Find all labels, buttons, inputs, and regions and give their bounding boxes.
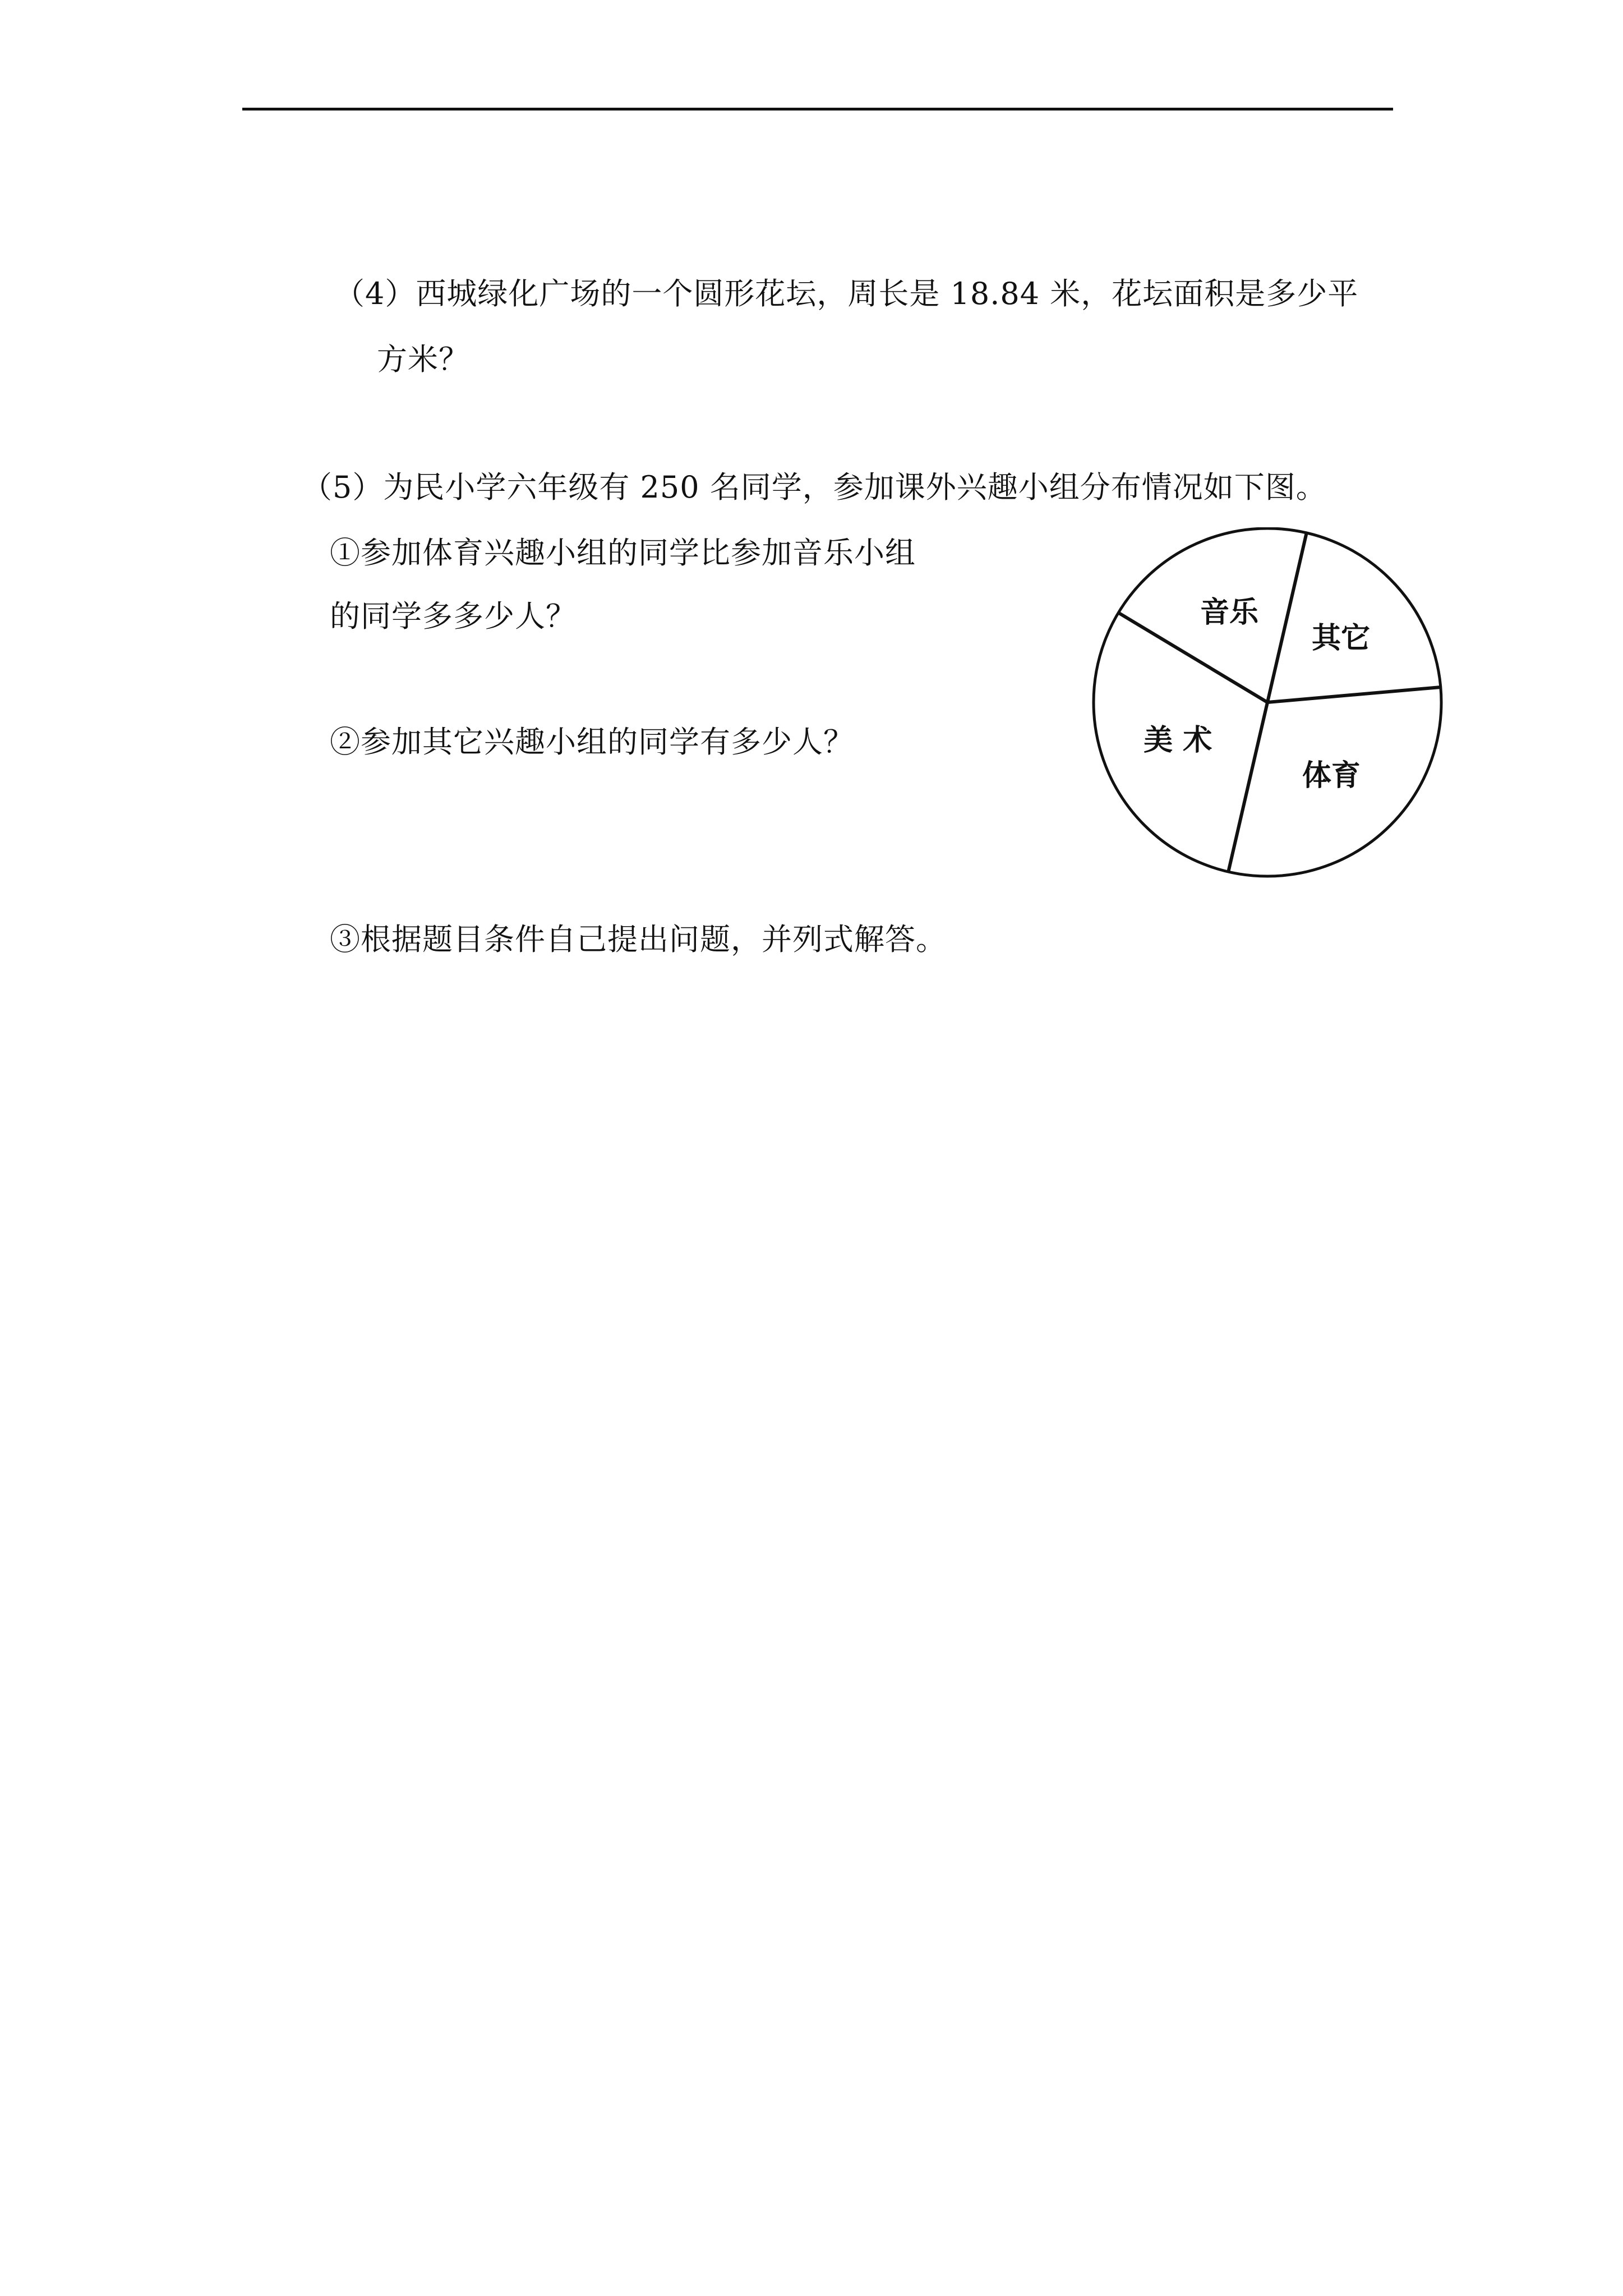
- problem4-line2: 方米？: [377, 342, 469, 377]
- pie-slice-label: 其它: [1312, 622, 1371, 656]
- problem5-question1-line2: 的同学多多少人？: [330, 599, 577, 634]
- interest-group-pie-chart: [1088, 527, 1469, 898]
- pie-slice-label: 音乐: [1200, 596, 1259, 630]
- pie-slice-label: 体育: [1302, 759, 1361, 793]
- problem5-question2: ②参加其它兴趣小组的同学有多少人？: [330, 724, 854, 760]
- problem4-line1: （4）西城绿化广场的一个圆形花坛，周长是 18.84 米，花坛面积是多少平: [334, 276, 1359, 311]
- problem5-intro: （5）为民小学六年级有 250 名同学，参加课外兴趣小组分布情况如下图。: [302, 470, 1327, 505]
- problem5-question1-line1: ①参加体育兴趣小组的同学比参加音乐小组: [330, 535, 916, 570]
- pie-slice-label: 美 术: [1144, 723, 1212, 757]
- header-rule: [242, 108, 1393, 111]
- problem5-question3: ③根据题目条件自己提出问题，并列式解答。: [330, 922, 947, 957]
